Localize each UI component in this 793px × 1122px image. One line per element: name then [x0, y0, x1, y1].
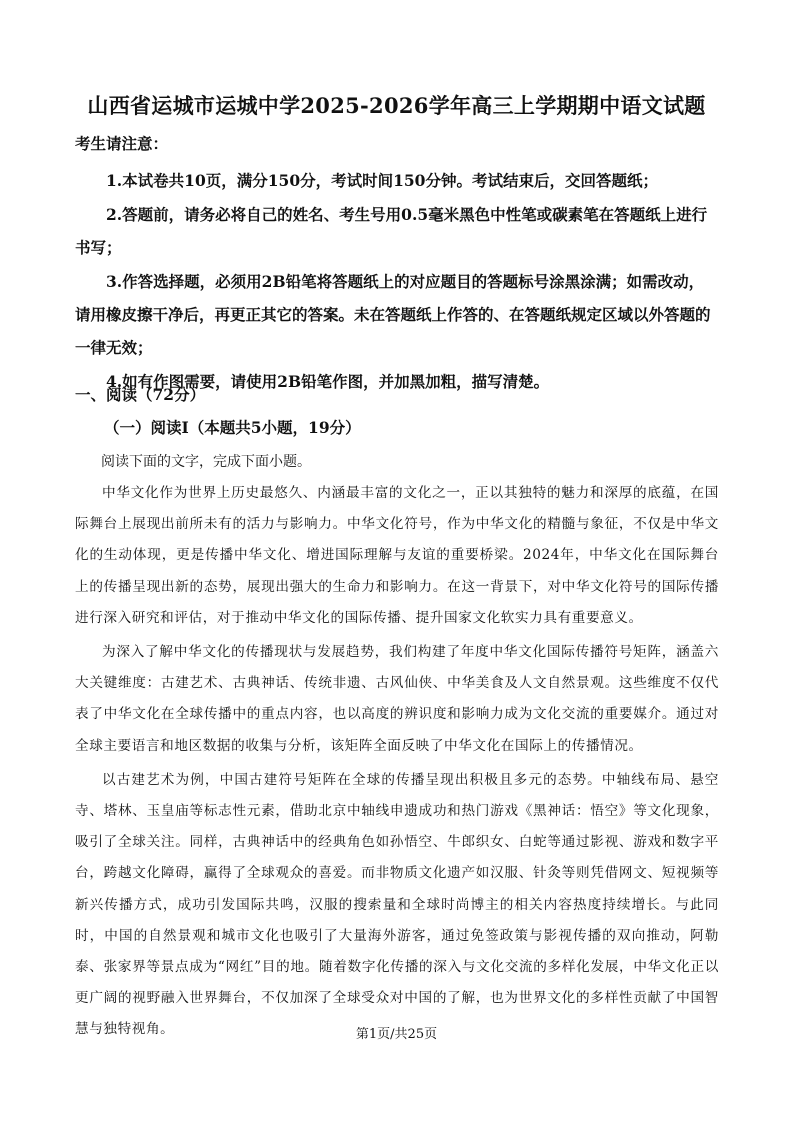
notice-rule: 1.本试卷共10页，满分150分，考试时间150分钟。考试结束后，交回答题纸； — [106, 171, 658, 190]
notice-rules — [75, 164, 715, 399]
passage-paragraph: 中华文化作为世界上历史最悠久、内涵最丰富的文化之一，正以其独特的魅力和深厚的底蕴，在国际舞台上展现出前所未有的活力与影响力。中华文化符号，作为中华文化的精髓与象征，不仅是中华文化的生动体现，更是传播中华文化、增进国际理解与友谊的重要桥梁。2024年，中华文化在国际舞台上的传播呈现出新的态势，展现出强大的生命力和影响力。在这一背景下，对中华文化符号的国际传播进行深入研究和评估，对于推动中华文化的国际传播、提升国家文化软实力具有重要意义。 — [75, 485, 719, 626]
section-heading: 一、阅读（72分） — [75, 385, 206, 404]
passage-paragraph: 以古建艺术为例，中国古建符号矩阵在全球的传播呈现出积极且多元的态势。中轴线布局、悬空寺、塔林、玉皇庙等标志性元素，借助北京中轴线申遗成功和热门游戏《黑神话：悟空》等文化现象，吸引了全球关注。同样，古典神话中的经典角色如孙悟空、牛郎织女、白蛇等通过影视、游戏和数字平台，跨越文化障碍，赢得了全球观众的喜爱。而非物质文化遗产如汉服、针灸等则凭借网文、短视频等新兴传播方式，成功引发国际共鸣，汉服的搜索量和全球时尚博主的相关内容热度持续增长。与此同时，中国的自然景观和城市文化也吸引了大量海外游客，通过免签政策与影视传播的双向推动，阿勒泰、张家界等景点成为“网红”目的地。随着数字化传播的深入与文化交流的多样化发展，中华文化正以更广阔的视野融入世界舞台，不仅加深了全球受众对中国的了解，也为世界文化的多样性贡献了中国智慧与独特视角。 — [75, 771, 719, 1038]
notice-rule: 4.如有作图需要，请使用2B铅笔作图，并加黑加粗，描写清楚。 — [106, 372, 550, 391]
passage-paragraph: 为深入了解中华文化的传播现状与发展趋势，我们构建了年度中华文化国际传播符号矩阵，涵盖六大关键维度：古建艺术、古典神话、传统非遗、古风仙侠、中华美食及人文自然景观。这些维度不仅代表了中华文化在全球传播中的重点内容，也以高度的辨识度和影响力成为文化交流的重要媒介。通过对全球主要语言和地区数据的收集与分析，该矩阵全面反映了中华文化在国际上的传播情况。 — [75, 644, 719, 754]
section-subheading: （一）阅读Ⅰ（本题共5小题，19分） — [104, 418, 361, 437]
reading-passage — [75, 478, 719, 1046]
exam-title: 山西省运城市运城中学2025-2026学年高三上学期期中语文试题 — [87, 93, 706, 118]
notice-rule: 2.答题前，请务必将自己的姓名、考生号用0.5毫米黑色中性笔或碳素笔在答题纸上进行书写； — [75, 205, 708, 257]
notice-rule: 3.作答选择题，必须用2B铅笔将答题纸上的对应题目的答题标号涂黑涂满；如需改动，请用橡皮擦干净后，再更正其它的答案。未在答题纸上作答的、在答题纸规定区域以外答题的一律无效； — [75, 272, 711, 357]
notice-heading: 考生请注意： — [75, 134, 169, 153]
page-number: 第1页/共25页 — [355, 1027, 438, 1042]
reading-instruction: 阅读下面的文字，完成下面小题。 — [101, 454, 311, 470]
